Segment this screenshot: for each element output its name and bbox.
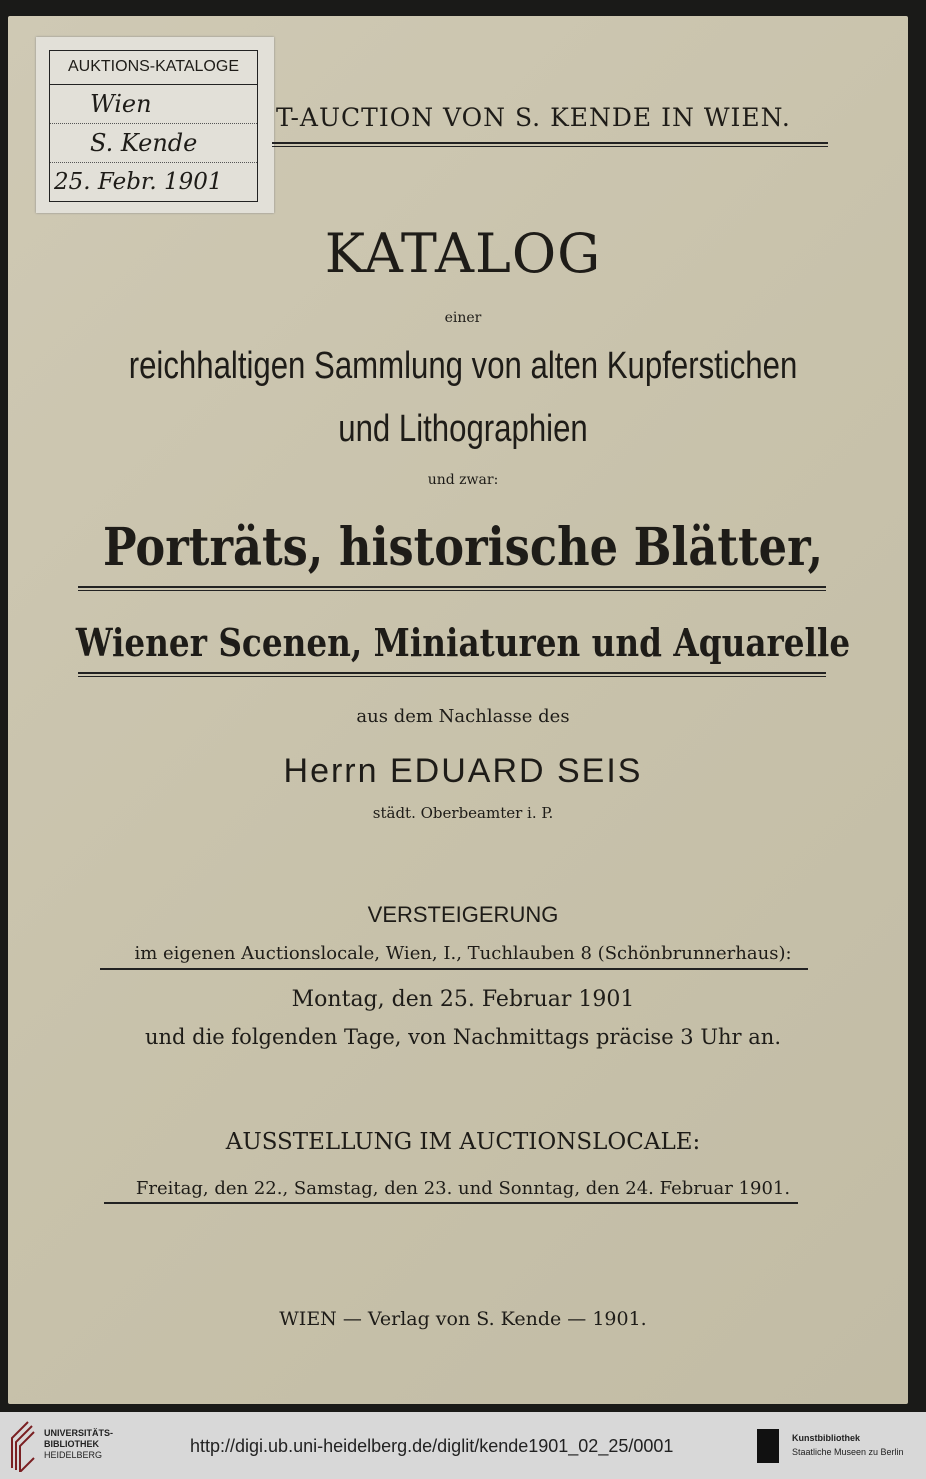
page-title: KATALOG — [324, 222, 602, 285]
library-label — [36, 37, 274, 213]
location-rule — [100, 968, 808, 970]
main-rule-1 — [78, 586, 826, 591]
versteigerung-heading: VERSTEIGERUNG — [367, 902, 559, 927]
main-heading-1: Porträts, historische Blätter, — [102, 517, 824, 578]
header-rule — [272, 142, 828, 147]
ub-heidelberg-name — [44, 1428, 113, 1461]
subtitle-2: und Lithographien — [338, 408, 588, 450]
ausstellung-heading: AUSSTELLUNG IM AUCTIONSLOCALE: — [225, 1129, 701, 1155]
ub-line-1: UNIVERSITÄTS- — [44, 1428, 114, 1438]
label-dealer: S. Kende — [50, 124, 257, 163]
auction-location: im eigenen Auctionslocale, Wien, I., Tuchlauben 8 (Schönbrunnerhaus): — [134, 943, 792, 964]
subtitle-1: reichhaltigen Sammlung von alten Kupferstichen — [128, 345, 798, 387]
ub-line-2: BIBLIOTHEK — [44, 1439, 99, 1449]
kb-line-1: Kunstbibliothek — [792, 1433, 860, 1443]
kb-line-2: Staatliche Museen zu Berlin — [792, 1447, 904, 1457]
einer-text: einer — [444, 310, 482, 326]
permalink-url[interactable]: http://digi.ub.uni-heidelberg.de/diglit/kende1901_02_25/0001 — [190, 1436, 674, 1456]
kunstbibliothek-logo-icon — [757, 1429, 779, 1463]
auction-time: und die folgenden Tage, von Nachmittags präcise 3 Uhr an. — [144, 1025, 781, 1049]
main-heading-2: Wiener Scenen, Miniaturen und Aquarelle — [75, 620, 851, 665]
main-rule-2 — [78, 672, 826, 677]
label-city: Wien — [50, 85, 257, 124]
und-zwar-text: und zwar: — [427, 472, 499, 488]
auction-date: Montag, den 25. Februar 1901 — [291, 987, 635, 1012]
label-heading: AUKTIONS-KATALOGE — [50, 51, 257, 85]
nachlass-text: aus dem Nachlasse des — [356, 706, 570, 727]
owner-position: städt. Oberbeamter i. P. — [372, 804, 554, 822]
owner-name: Herrn EDUARD SEIS — [283, 752, 643, 790]
ub-line-3: HEIDELBERG — [44, 1450, 103, 1460]
kunstbibliothek-name — [792, 1431, 904, 1459]
footer-bar — [0, 1412, 926, 1479]
page-header: T-AUCTION VON S. KENDE IN WIEN. — [276, 103, 791, 132]
ub-heidelberg-logo-icon — [6, 1420, 36, 1472]
ausstellung-dates: Freitag, den 22., Samstag, den 23. und Sonntag, den 24. Februar 1901. — [135, 1178, 791, 1199]
label-date: 25. Febr. 1901 — [54, 169, 223, 195]
ausstellung-rule — [104, 1202, 798, 1204]
imprint: WIEN — Verlag von S. Kende — 1901. — [279, 1308, 647, 1330]
